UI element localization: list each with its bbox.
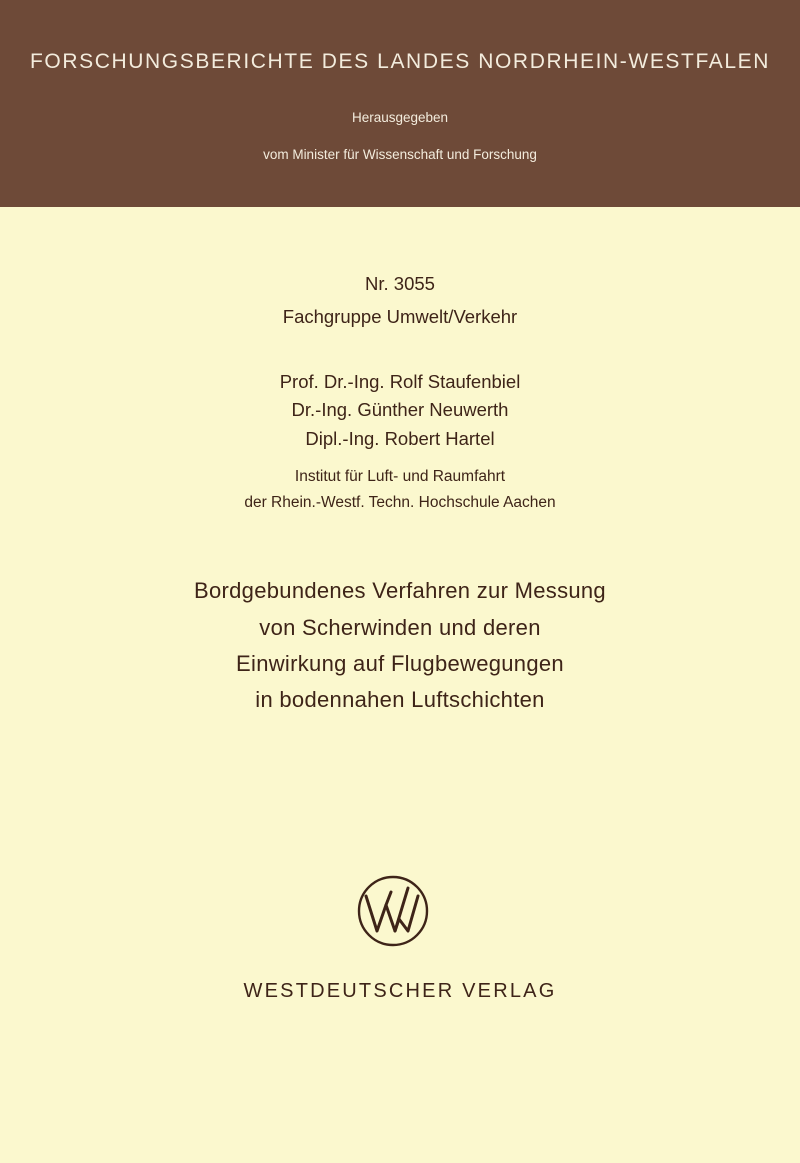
subject-group: Fachgruppe Umwelt/Verkehr	[282, 306, 518, 327]
author-3: Dipl.-Ing. Robert Hartel	[305, 428, 495, 449]
publisher-name: WESTDEUTSCHER VERLAG	[243, 980, 557, 1002]
author-2: Dr.-Ing. Günther Neuwerth	[291, 399, 509, 420]
header-band	[0, 0, 800, 207]
series-title: FORSCHUNGSBERICHTE DES LANDES NORDRHEIN-WESTFALEN	[30, 50, 770, 73]
publisher-minister: vom Minister für Wissenschaft und Forschung	[263, 147, 537, 162]
published-by-label: Herausgegeben	[351, 110, 449, 125]
title-line-4: in bodennahen Luftschichten	[255, 687, 545, 712]
westdeutscher-verlag-logo-icon	[356, 874, 430, 948]
title-line-3: Einwirkung auf Flugbewegungen	[236, 651, 564, 676]
institute-line-2: der Rhein.-Westf. Techn. Hochschule Aachen	[244, 494, 556, 511]
title-line-1: Bordgebundenes Verfahren zur Messung	[194, 578, 606, 603]
title-line-2: von Scherwinden und deren	[259, 615, 541, 640]
report-number: Nr. 3055	[365, 273, 435, 294]
author-1: Prof. Dr.-Ing. Rolf Staufenbiel	[279, 371, 521, 392]
institute-line-1: Institut für Luft- und Raumfahrt	[294, 468, 506, 485]
